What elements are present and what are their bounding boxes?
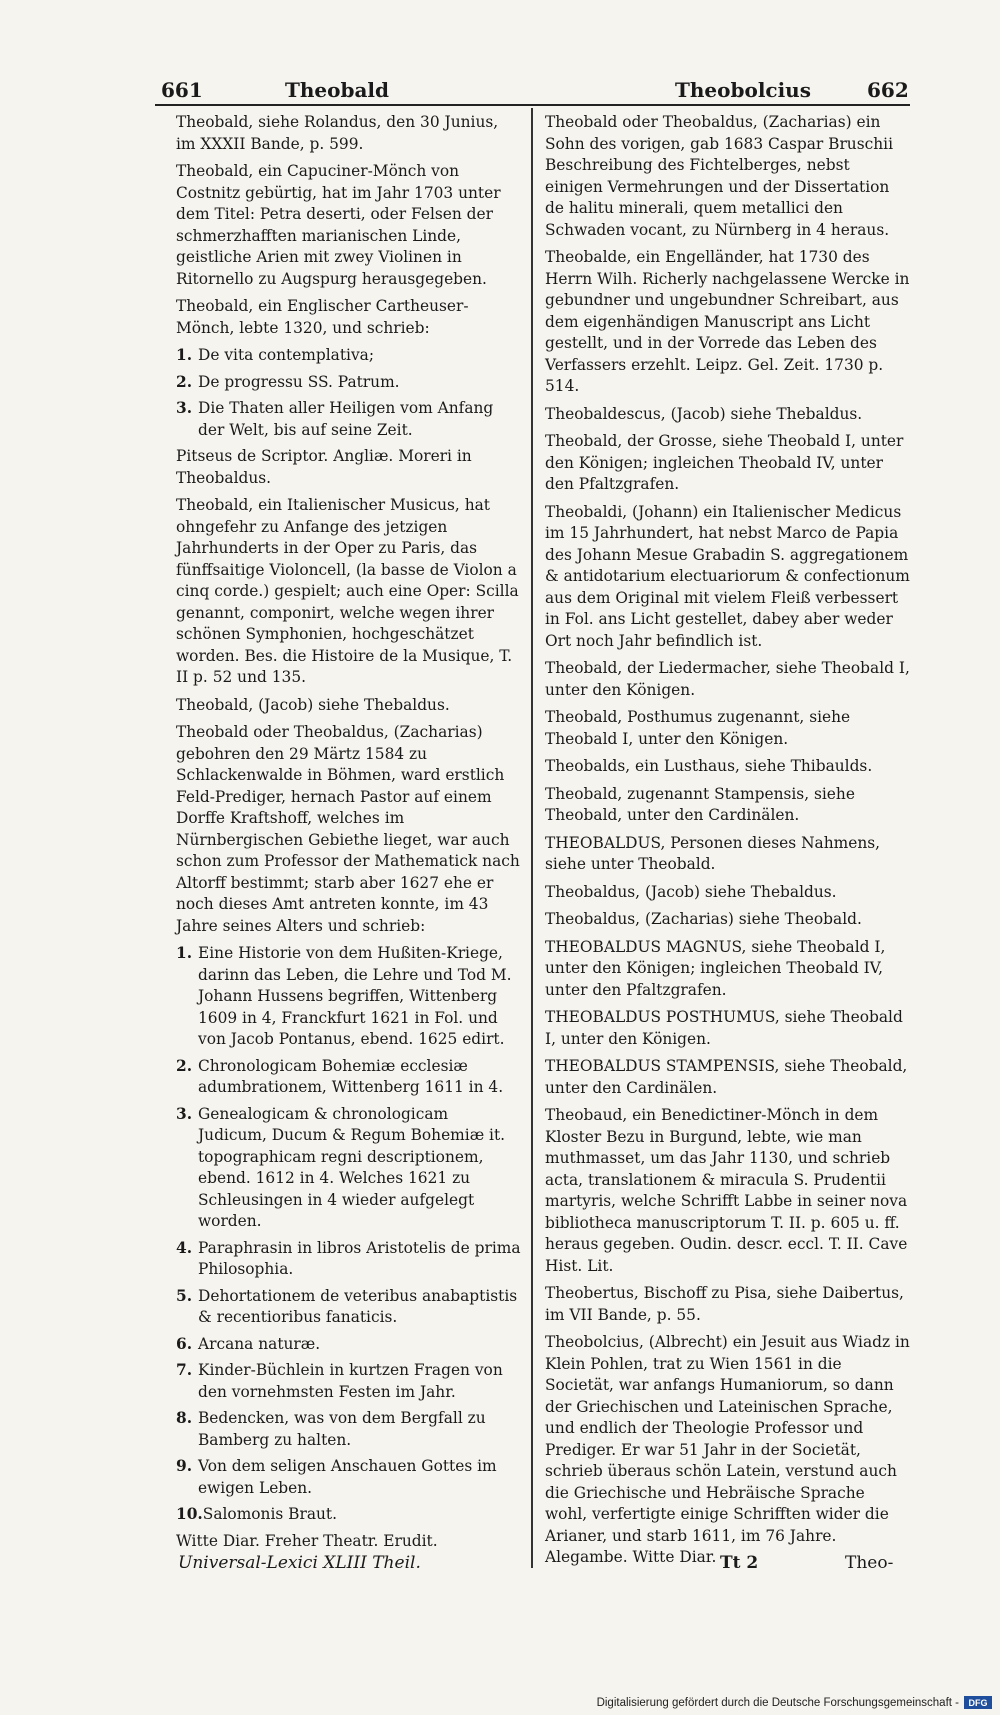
entry-theobaldus-stampensis: THEOBALDUS STAMPENSIS, siehe Theobald, unter den Cardinälen. <box>545 1057 908 1097</box>
entry-theobald-capuciner: Theobald, ein Capuciner-Mönch von Costnitz gebürtig, hat im Jahr 1703 unter dem Titel: Petra deserti, oder Felsen der schmerzhafften marianischen Linde, geistliche Arien mit zwey Violinen in Ritornello zu Augspurg herausgegeben. <box>176 162 501 288</box>
entry-theobalde: Theobalde, ein Engelländer, hat 1730 des Herrn Wilh. Richerly nachgelassene Wercke in gebundner und ungebundner Schreibart, aus dem eigenhändigen Manuscript ans Licht gestellt, und in der Vorrede das Leben des Verfassers erzehlt. Leipz. Gel. Zeit. 1730 p. 514. <box>545 248 910 395</box>
entry-theobertus: Theobertus, Bischoff zu Pisa, siehe Daibertus, im VII Bande, p. 55. <box>545 1284 904 1324</box>
entry-theobaud: Theobaud, ein Benedictiner-Mönch in dem Kloster Bezu in Burgund, lebte, wie man muthmasset, um das Jahr 1130, und schrieb acta, translationem & miracula S. Prudentii martyris, welche Schrifft Labbe in seiner nova bibliotheca manuscriptorum T. II. p. 605 u. ff. heraus gegeben. Oudin. descr. eccl. T. II. Cave Hist. Lit. <box>545 1106 908 1275</box>
reference-line: Witte Diar. Freher Theatr. Erudit. <box>176 1531 438 1550</box>
column-divider <box>531 108 533 1568</box>
list-item: 3. Die Thaten aller Heiligen vom Anfang der Welt, bis auf seine Zeit. <box>176 399 494 439</box>
entry-theobaldus-jacob: Theobaldus, (Jacob) siehe Thebaldus. <box>545 882 837 901</box>
volume-footer: Universal-Lexici XLIII Theil. <box>178 1553 421 1573</box>
list-item: 10. Salomonis Braut. <box>176 1505 338 1523</box>
entry-theobald-zacharias-son: Theobald oder Theobaldus, (Zacharias) ein Sohn des vorigen, gab 1683 Caspar Bruschii Beschreibung des Fichtelberges, nebst einigen Vermehrungen und der Dissertation de halitu minerali, quem metallici den Schwaden vocant, zu Nürnberg in 4 heraus. <box>545 113 893 239</box>
entry-theobald-stampensis: Theobald, zugenannt Stampensis, siehe Theobald, unter den Cardinälen. <box>545 784 855 824</box>
right-page-number: 662 <box>867 78 909 102</box>
entry-theobaldus-posthumus: THEOBALDUS POSTHUMUS, siehe Theobald I, unter den Königen. <box>545 1008 903 1048</box>
list-item: 2. De progressu SS. Patrum. <box>176 372 400 391</box>
right-running-head: Theobolcius <box>675 78 811 102</box>
list-item: 4. Paraphrasin in libros Aristotelis de prima Philosophia. <box>176 1238 521 1278</box>
entry-theobald-zacharias: Theobald oder Theobaldus, (Zacharias) gebohren den 29 Märtz 1584 zu Schlackenwalde in Böhmen, ward erstlich Feld-Prediger, hernach Pastor auf einem Dorffe Kraftshoff, welches im Nürnbergischen Gebiethe lieget, war auch schon zum Professor der Mathematick nach Altorff bestimmt; starb aber 1627 ehe er noch dieses Amt antreten konnte, im 43 Jahre seines Alters und schrieb: <box>176 723 520 935</box>
list-item: 5. Dehortationem de veteribus anabaptistis & recentioribus fanaticis. <box>176 1286 518 1326</box>
entry-theobaldus-zacharias: Theobaldus, (Zacharias) siehe Theobald. <box>545 910 862 928</box>
left-page-number: 661 <box>161 78 203 102</box>
digitization-credit <box>597 1696 992 1709</box>
entry-theobald-cartheuser: Theobald, ein Englischer Cartheuser-Mönch, lebte 1320, und schrieb: <box>176 297 469 337</box>
header-rule <box>155 104 910 106</box>
entry-theobald-liedermacher: Theobald, der Liedermacher, siehe Theobald I, unter den Königen. <box>545 659 910 699</box>
entry-theobald-grosse: Theobald, der Grosse, siehe Theobald I, unter den Königen; ingleichen Theobald IV, unter den Pfaltzgrafen. <box>545 432 904 493</box>
list-item: 1. De vita contemplativa; <box>176 346 375 364</box>
list-item: 8. Bedencken, was von dem Bergfall zu Bamberg zu halten. <box>176 1409 486 1449</box>
list-item: 1. Eine Historie von dem Hußiten-Kriege, darinn das Leben, die Lehre und Tod M. Johann Hussens begriffen, Wittenberg 1609 in 4, Franckfurt 1621 in Fol. und von Jacob Pontanus, ebend. 1625 edirt. <box>176 944 512 1048</box>
left-column <box>176 112 521 1558</box>
entry-theobald-jacob: Theobald, (Jacob) siehe Thebaldus. <box>176 695 450 714</box>
list-item: 9. Von dem seligen Anschauen Gottes im ewigen Leben. <box>176 1457 497 1497</box>
signature-mark: Tt 2 <box>720 1553 759 1573</box>
right-column <box>545 112 910 1575</box>
entry-theobalds-lusthaus: Theobalds, ein Lusthaus, siehe Thibaulds. <box>545 757 873 775</box>
zacharias-works-list <box>176 943 521 1526</box>
entry-theobaldescus: Theobaldescus, (Jacob) siehe Thebaldus. <box>545 404 863 423</box>
cartheuser-works-list <box>176 345 521 441</box>
reference-line: Pitseus de Scriptor. Angliæ. Moreri in Theobaldus. <box>176 447 472 487</box>
entry-theobald-rolandus: Theobald, siehe Rolandus, den 30 Junius, im XXXII Bande, p. 599. <box>176 113 499 153</box>
left-running-head: Theobald <box>285 78 390 102</box>
catchword: Theo- <box>845 1553 894 1573</box>
entry-theobaldi-johann: Theobaldi, (Johann) ein Italienischer Medicus im 15 Jahrhundert, hat nebst Marco de Papia des Johann Mesue Grabadin S. aggregationem & antidotarium electuariorum & confectionum aus dem Original mit vielem Fleiß verbessert in Fol. ans Licht gestellet, dabey aber weder Ort noch Jahr befindlich ist. <box>545 502 910 650</box>
entry-theobald-musicus: Theobald, ein Italienischer Musicus, hat ohngefehr zu Anfange des jetzigen Jahrhunderts in der Oper zu Paris, das fünffsaitige Violoncell, (la basse de Violon a cinq corde.) gespielt; auch eine Oper: Scilla genannt, componirt, welche wegen ihrer schönen Symphonien, hochgeschätzet worden. Bes. die Histoire de la Musique, T. II p. 52 und 135. <box>176 496 519 686</box>
digitization-text: Digitalisierung gefördert durch die Deutsche Forschungsgemeinschaft - <box>596 1696 959 1709</box>
list-item: 7. Kinder-Büchlein in kurtzen Fragen von den vornehmsten Festen im Jahr. <box>176 1361 503 1401</box>
entry-theobolcius: Theobolcius, (Albrecht) ein Jesuit aus Wiadz in Klein Pohlen, trat zu Wien 1561 in die Societät, war anfangs Humaniorum, so dann der Griechischen und Lateinischen Sprache, und endlich der Theologie Professor und Prediger. Er war 51 Jahr in der Societät, schrieb überaus schön Latein, verstund auch die Griechische und Hebräische Sprache wohl, verfertigte einige Schrifften wider die Arianer, und starb 1611, im 76 Jahre. Alegambe. Witte Diar. <box>545 1333 910 1566</box>
entry-theobaldus-magnus: THEOBALDUS MAGNUS, siehe Theobald I, unter den Königen; ingleichen Theobald IV, unter den Pfaltzgrafen. <box>545 937 886 999</box>
list-item: 3. Genealogicam & chronologicam Judicum, Ducum & Regum Bohemiæ it. topographicam regni descriptionem, ebend. 1612 in 4. Welches 1621 zu Schleusingen in 4 wieder aufgelegt worden. <box>176 1104 506 1230</box>
entry-theobald-posthumus: Theobald, Posthumus zugenannt, siehe Theobald I, unter den Königen. <box>545 708 851 748</box>
entry-theobaldus-personen: THEOBALDUS, Personen dieses Nahmens, siehe unter Theobald. <box>545 833 881 873</box>
dfg-logo-icon: DFG <box>964 1696 992 1709</box>
list-item: 6. Arcana naturæ. <box>176 1334 321 1353</box>
list-item: 2. Chronologicam Bohemiæ ecclesiæ adumbrationem, Wittenberg 1611 in 4. <box>176 1056 504 1096</box>
